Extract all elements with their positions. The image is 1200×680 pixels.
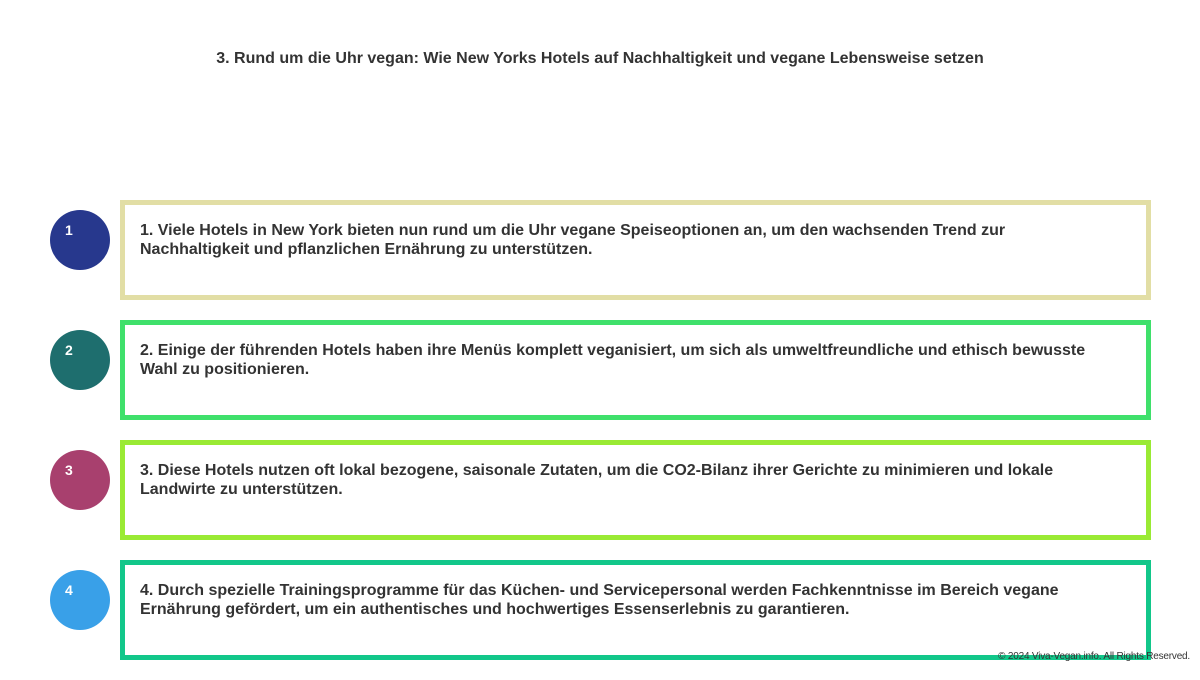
- item-number: 2: [65, 342, 73, 358]
- list-item-4: [0, 560, 1200, 660]
- number-circle: [50, 570, 110, 630]
- item-text: 3. Diese Hotels nutzen oft lokal bezogene, saisonale Zutaten, um die CO2-Bilanz ihrer Gerichte zu minimieren und lokale Landwirte zu unterstützen.: [140, 462, 1054, 498]
- item-text: 2. Einige der führenden Hotels haben ihre Menüs komplett veganisiert, um sich als umweltfreundliche und ethisch bewusste Wahl zu positionieren.: [140, 342, 1086, 378]
- list-item-1: [0, 200, 1200, 300]
- item-number: 3: [65, 462, 73, 478]
- item-number: 4: [65, 582, 73, 598]
- item-box: [120, 320, 1151, 420]
- item-number: 1: [65, 222, 73, 238]
- item-text: 1. Viele Hotels in New York bieten nun rund um die Uhr vegane Speiseoptionen an, um den wachsenden Trend zur Nachhaltigkeit und pflanzlichen Ernährung zu unterstützen.: [140, 222, 1006, 258]
- item-box: [120, 560, 1151, 660]
- copyright-notice: © 2024 Viva-Vegan.info. All Rights Reserved.: [998, 651, 1190, 662]
- number-circle: [50, 210, 110, 270]
- page-title: 3. Rund um die Uhr vegan: Wie New Yorks Hotels auf Nachhaltigkeit und vegane Lebensweise setzen: [216, 50, 984, 67]
- item-text: 4. Durch spezielle Trainingsprogramme für das Küchen- und Servicepersonal werden Fachkenntnisse im Bereich vegane Ernährung gefördert, um ein authentisches und hochwertiges Essenserlebnis zu garantieren.: [140, 582, 1059, 618]
- list-item-3: [0, 440, 1200, 540]
- item-box: [120, 200, 1151, 300]
- list-item-2: [0, 320, 1200, 420]
- number-circle: [50, 330, 110, 390]
- number-circle: [50, 450, 110, 510]
- item-box: [120, 440, 1151, 540]
